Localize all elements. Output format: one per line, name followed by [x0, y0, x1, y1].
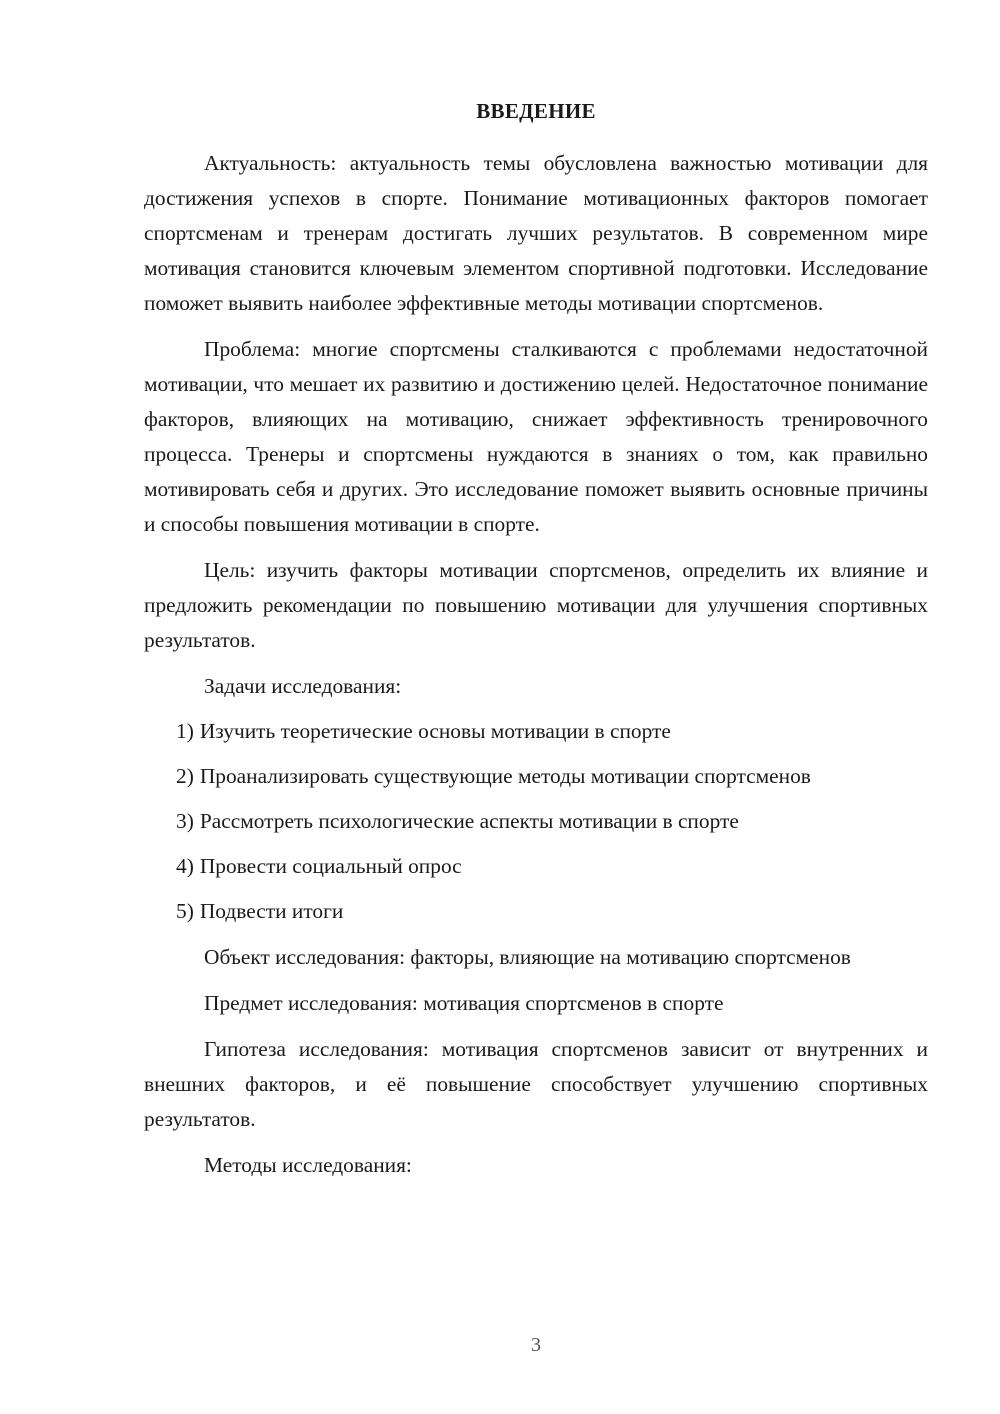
- task-item: [144, 849, 928, 884]
- goal-paragraph: Цель: изучить факторы мотивации спортсменов, определить их влияние и предложить рекомендации по повышению мотивации для улучшения спортивных результатов.: [144, 558, 928, 652]
- task-number: 3): [176, 809, 194, 833]
- task-item: [144, 759, 928, 794]
- task-text: Рассмотреть психологические аспекты мотивации в спорте: [199, 809, 739, 833]
- task-item: [144, 894, 928, 929]
- page-number: 3: [531, 1334, 541, 1356]
- hypothesis-paragraph: Гипотеза исследования: мотивация спортсменов зависит от внутренних и внешних факторов, и её повышение способствует улучшению спортивных результатов.: [144, 1037, 928, 1131]
- tasks-title: Задачи исследования:: [204, 674, 402, 698]
- tasks-list: [144, 714, 928, 929]
- page-content: [144, 97, 928, 1183]
- task-item: [144, 714, 928, 749]
- relevance-paragraph: Актуальность: актуальность темы обусловлена важностью мотивации для достижения успехов в спорте. Понимание мотивационных факторов помогает спортсменам и тренерам достигать лучших результатов. В современном мире мотивация становится ключевым элементом спортивной подготовки. Исследование поможет выявить наиболее эффективные методы мотивации спортсменов.: [144, 151, 928, 315]
- object-paragraph: Объект исследования: факторы, влияющие на мотивацию спортсменов: [204, 945, 851, 969]
- subject-paragraph: Предмет исследования: мотивация спортсменов в спорте: [204, 991, 724, 1015]
- methods-title: Методы исследования:: [204, 1153, 412, 1177]
- task-text: Подвести итоги: [199, 899, 344, 923]
- task-number: 2): [176, 764, 194, 788]
- task-item: [144, 804, 928, 839]
- task-text: Изучить теоретические основы мотивации в спорте: [199, 719, 671, 743]
- task-text: Проанализировать существующие методы мотивации спортсменов: [199, 764, 811, 788]
- section-heading: ВВЕДЕНИЕ: [476, 99, 596, 123]
- task-number: 5): [176, 899, 194, 923]
- problem-paragraph: Проблема: многие спортсмены сталкиваются с проблемами недостаточной мотивации, что мешает их развитию и достижению целей. Недостаточное понимание факторов, влияющих на мотивацию, снижает эффективность тренировочного процесса. Тренеры и спортсмены нуждаются в знаниях о том, как правильно мотивировать себя и других. Это исследование поможет выявить основные причины и способы повышения мотивации в спорте.: [144, 337, 928, 536]
- task-number: 4): [176, 854, 194, 878]
- task-text: Провести социальный опрос: [199, 854, 462, 878]
- task-number: 1): [176, 719, 194, 743]
